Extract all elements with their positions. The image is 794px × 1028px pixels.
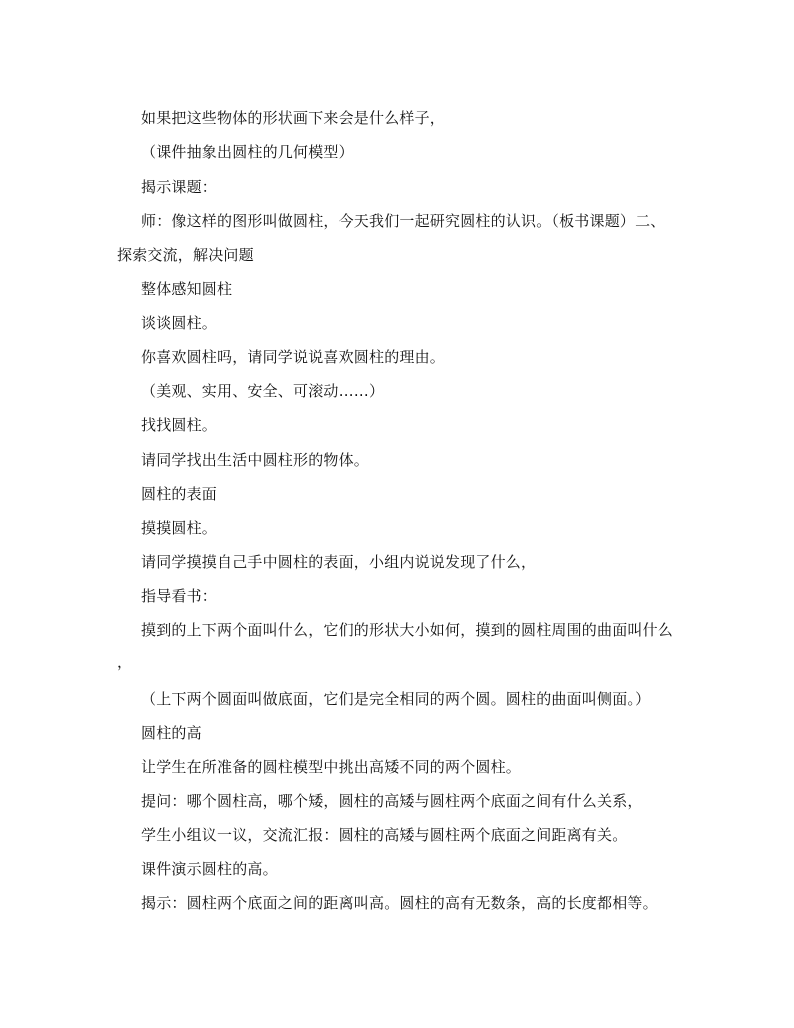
text-line: 指导看书： xyxy=(141,587,218,605)
text-line: （上下两个圆面叫做底面，它们是完全相同的两个圆。圆柱的曲面叫侧面。） xyxy=(141,690,651,708)
text-line: 圆柱的高 xyxy=(141,724,202,742)
text-line: 学生小组议一议，交流汇报：圆柱的高矮与圆柱两个底面之间距离有关。 xyxy=(141,826,628,844)
text-line: 摸摸圆柱。 xyxy=(141,519,218,537)
text-line: 课件演示圆柱的高。 xyxy=(141,860,278,878)
text-line: 请同学摸摸自己手中圆柱的表面，小组内说说发现了什么， xyxy=(141,553,537,571)
text-line: 摸到的上下两个面叫什么，它们的形状大小如何，摸到的圆柱周围的曲面叫什么 xyxy=(141,621,674,639)
text-line: 整体感知圆柱 xyxy=(141,280,233,298)
text-line: 如果把这些物体的形状画下来会是什么样子， xyxy=(141,109,446,127)
text-line: 谈谈圆柱。 xyxy=(141,314,218,332)
text-line: ， xyxy=(117,653,133,671)
text-line: 你喜欢圆柱吗，请同学说说喜欢圆柱的理由。 xyxy=(141,348,446,366)
text-line: 探索交流，解决问题 xyxy=(117,246,254,264)
text-line: 揭示：圆柱两个底面之间的距离叫高。圆柱的高有无数条，高的长度都相等。 xyxy=(141,894,658,912)
text-line: 让学生在所准备的圆柱模型中挑出高矮不同的两个圆柱。 xyxy=(141,758,522,776)
text-line: 提问：哪个圆柱高，哪个矮，圆柱的高矮与圆柱两个底面之间有什么关系， xyxy=(141,792,643,810)
text-line: （美观、实用、安全、可滚动……） xyxy=(141,382,385,400)
text-line: 请同学找出生活中圆柱形的物体。 xyxy=(141,451,370,469)
text-line: 揭示课题： xyxy=(141,178,218,196)
text-line: 师：像这样的图形叫做圆柱，今天我们一起研究圆柱的认识。（板书课题）二、 xyxy=(141,212,666,230)
text-line: 找找圆柱。 xyxy=(141,416,218,434)
text-line: 圆柱的表面 xyxy=(141,485,218,503)
text-line: （课件抽象出圆柱的几何模型） xyxy=(141,143,354,161)
